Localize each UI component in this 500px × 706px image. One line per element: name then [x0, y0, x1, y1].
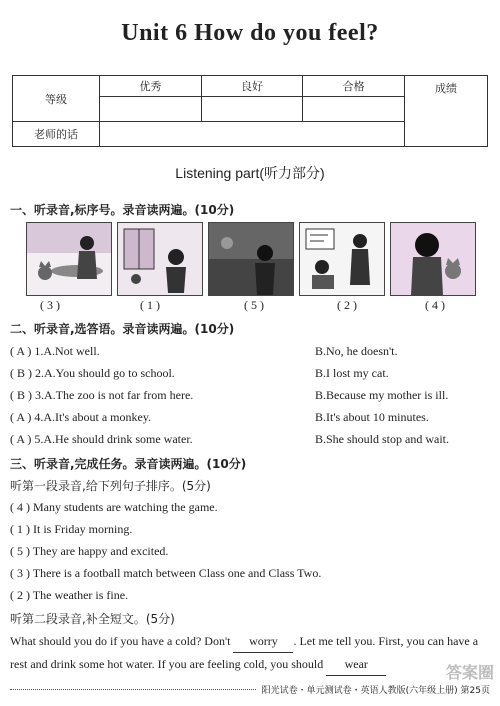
- part3-number: ( 2 ): [10, 588, 30, 602]
- picture-girl-window: [117, 222, 203, 296]
- part2-item: [10, 410, 429, 425]
- part3-item: [10, 522, 132, 537]
- part2-option-a: 4.A.It's about a monkey.: [34, 410, 152, 424]
- picture-answer-3: ( 5 ): [244, 298, 264, 312]
- part2-choice: ( A ): [10, 410, 32, 424]
- footer-text: 阳光试卷・单元测试卷・英语人教版(六年级上册) 第25页: [261, 686, 490, 696]
- section-title: Listening part(听力部分): [175, 165, 325, 181]
- cloze-text-1: What should you do if you have a cold? Don't: [10, 634, 231, 648]
- part1-heading: 一、听录音,标序号。录音读两遍。(10分): [10, 203, 235, 217]
- part3-text: They are happy and excited.: [32, 544, 169, 558]
- picture-answer-2: ( 1 ): [140, 298, 160, 312]
- part2-item: [10, 366, 389, 381]
- picture-dark-room: [208, 222, 294, 296]
- grade-header-pass: 合格: [303, 76, 405, 97]
- part2-item: [10, 388, 449, 403]
- grade-header-score: 成绩: [405, 76, 488, 147]
- part2-option-a: 5.A.He should drink some water.: [34, 432, 193, 446]
- part3-item: [10, 500, 218, 515]
- cloze-text-2: . Let me tell you. First, you can have a rest and drink some hot water. If you are feeling cold, you should: [10, 634, 479, 671]
- grade-header-good: 良好: [201, 76, 303, 97]
- part2-item: [10, 344, 398, 359]
- part2-option-a: 2.A.You should go to school.: [35, 366, 175, 380]
- part3-number: ( 1 ): [10, 522, 30, 536]
- teacher-comment-cell[interactable]: [100, 122, 405, 147]
- grade-cell-good[interactable]: [201, 97, 303, 122]
- part3-text: It is Friday morning.: [33, 522, 133, 536]
- part2-option-b: B.I lost my cat.: [315, 366, 389, 380]
- footer: [10, 683, 490, 696]
- picture-teacher-board: [299, 222, 385, 296]
- part2-choice: ( A ): [10, 344, 32, 358]
- cloze-paragraph: [10, 630, 490, 676]
- part3-number: ( 5 ): [10, 544, 30, 558]
- part3-text: Many students are watching the game.: [33, 500, 218, 514]
- part3-sub2: 听第二段录音,补全短文。(5分): [10, 612, 175, 626]
- page-title: Unit 6 How do you feel?: [121, 20, 379, 46]
- teacher-comment-label: 老师的话: [13, 122, 100, 147]
- part3-sub1: 听第一段录音,给下列句子排序。(5分): [10, 479, 211, 493]
- part2-option-a: 1.A.Not well.: [34, 344, 100, 358]
- part2-choice: ( B ): [10, 388, 32, 402]
- part2-option-a: 3.A.The zoo is not far from here.: [35, 388, 194, 402]
- picture-row: [26, 222, 476, 294]
- cloze-blank-2[interactable]: wear: [326, 653, 386, 676]
- part3-number: ( 4 ): [10, 500, 30, 514]
- part3-heading: 三、听录音,完成任务。录音读两遍。(10分): [10, 457, 247, 471]
- grade-row-label: 等级: [13, 76, 100, 122]
- picture-girl-pet: [390, 222, 476, 296]
- picture-answer-4: ( 2 ): [337, 298, 357, 312]
- part2-item: [10, 432, 449, 447]
- part2-option-b: B.Because my mother is ill.: [315, 388, 449, 402]
- watermark-stamp: 答案圈: [445, 665, 494, 682]
- picture-cat-boy: [26, 222, 112, 296]
- part3-item: [10, 588, 128, 603]
- part2-heading: 二、听录音,选答语。录音读两遍。(10分): [10, 322, 235, 336]
- part3-item: [10, 544, 168, 559]
- grade-table: [12, 75, 488, 147]
- part2-choice: ( B ): [10, 366, 32, 380]
- part2-option-b: B.No, he doesn't.: [315, 344, 398, 358]
- part3-text: There is a football match between Class one and Class Two.: [32, 566, 322, 580]
- part2-option-b: B.She should stop and wait.: [315, 432, 449, 446]
- cloze-blank-1[interactable]: worry: [233, 630, 293, 653]
- footer-divider: [10, 689, 256, 690]
- grade-header-excellent: 优秀: [100, 76, 202, 97]
- part3-number: ( 3 ): [10, 566, 30, 580]
- grade-cell-excellent[interactable]: [100, 97, 202, 122]
- part2-choice: ( A ): [10, 432, 32, 446]
- part3-text: The weather is fine.: [32, 588, 129, 602]
- picture-answer-5: ( 4 ): [425, 298, 445, 312]
- grade-cell-pass[interactable]: [303, 97, 405, 122]
- part2-option-b: B.It's about 10 minutes.: [315, 410, 429, 424]
- part3-item: [10, 566, 321, 581]
- picture-answer-1: ( 3 ): [40, 298, 60, 312]
